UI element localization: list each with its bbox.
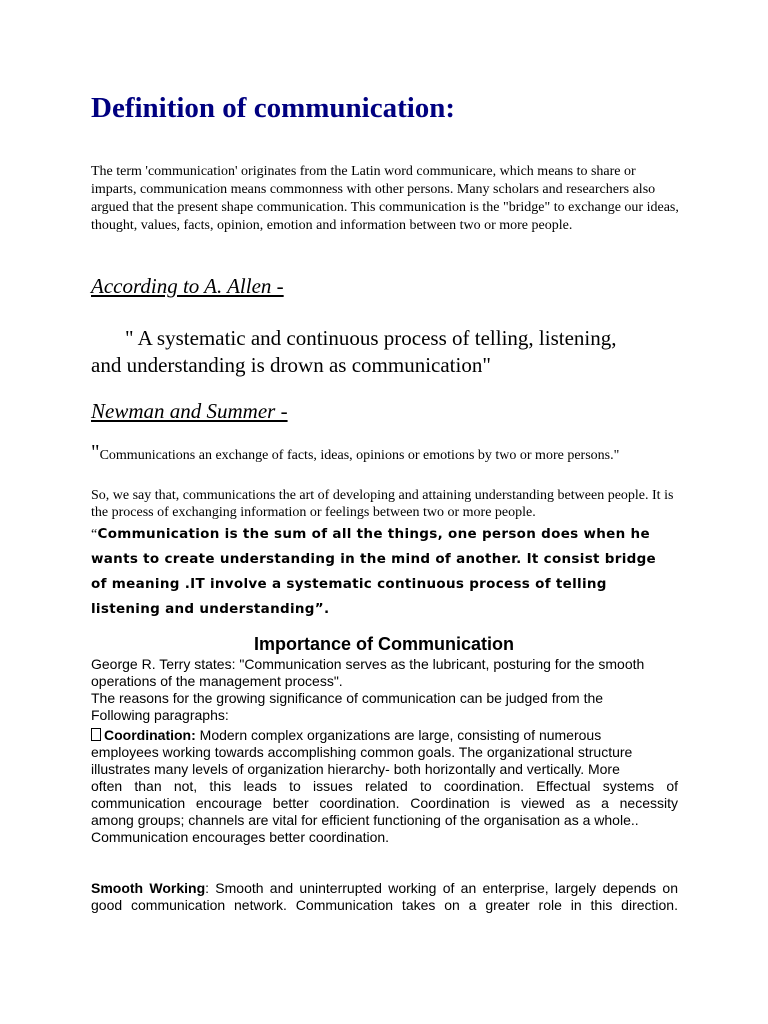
allen-quote [91, 325, 681, 379]
newman-heading: Newman and Summer - [91, 399, 288, 423]
newman-quote-text: Communications an exchange of facts, ideas, opinions or emotions by two or more persons." [99, 448, 620, 463]
page-title: Definition of communication: [91, 92, 456, 124]
reasons-line1: The reasons for the growing significance of communication can be judged from the [91, 690, 604, 706]
newman-quote [91, 440, 691, 465]
smooth-line2: good communication network. Communication takes on a greater role in this direction. [91, 897, 678, 913]
coordination-line4: often than not, this leads to issues related to coordination. Effectual systems of [91, 778, 678, 794]
bold-quote-open: “ [91, 527, 98, 542]
bold-definition-quote [91, 522, 681, 622]
coordination-line3: illustrates many levels of organization hierarchy- both horizontally and vertically. More [91, 761, 620, 777]
smooth-line1-wrap [91, 880, 678, 897]
reasons-paragraph [91, 690, 678, 724]
coordination-label: Coordination: [104, 727, 196, 743]
bold-quote-line4: listening and understanding”. [91, 601, 330, 617]
coordination-line2: employees working towards accomplishing common goals. The organizational structure [91, 744, 633, 760]
bold-quote-line1: Communication is the sum of all the things, one person does when he [97, 526, 650, 542]
bullet-box-icon [91, 728, 101, 741]
coordination-paragraph [91, 727, 678, 846]
allen-heading: According to A. Allen - [91, 274, 284, 298]
intro-paragraph: The term 'communication' originates from the Latin word communicare, which means to share or imparts, communication means commonness with other persons. Many scholars and researchers also argued that the present shape communication. This communication is the "bridge" to exchange our ideas, thought, values, facts, opinion, emotion and information between two or more people. [91, 164, 679, 233]
coordination-line1: Modern complex organizations are large, consisting of numerous [195, 727, 602, 743]
so-paragraph: So, we say that, communications the art of developing and attaining understanding between people. It is the process of exchanging information or feelings between two or more people. [91, 488, 674, 520]
importance-heading: Importance of Communication [253, 634, 514, 654]
newman-open-quote: " [91, 440, 100, 464]
smooth-line1: : Smooth and uninterrupted working of an enterprise, largely depends on [205, 880, 679, 896]
bold-quote-line2: wants to create understanding in the mind of another. It consist bridge [91, 551, 657, 567]
reasons-line2: Following paragraphs: [91, 707, 229, 723]
smooth-working-paragraph [91, 880, 678, 914]
coordination-line6: among groups; channels are vital for efficient functioning of the organisation as a whole.. [91, 812, 639, 828]
coordination-line7: Communication encourages better coordination. [91, 829, 390, 845]
allen-quote-line1: " A systematic and continuous process of telling, listening, [125, 326, 617, 350]
terry-paragraph: George R. Terry states: "Communication serves as the lubricant, posturing for the smooth operations of the management process". [91, 656, 645, 689]
coordination-line5: communication encourage better coordination. Coordination is viewed as a necessity [91, 795, 678, 811]
bold-quote-line3: of meaning .IT involve a systematic continuous process of telling [91, 576, 607, 592]
allen-quote-line2: and understanding is drown as communication" [91, 353, 491, 377]
smooth-working-label: Smooth Working [91, 880, 206, 896]
